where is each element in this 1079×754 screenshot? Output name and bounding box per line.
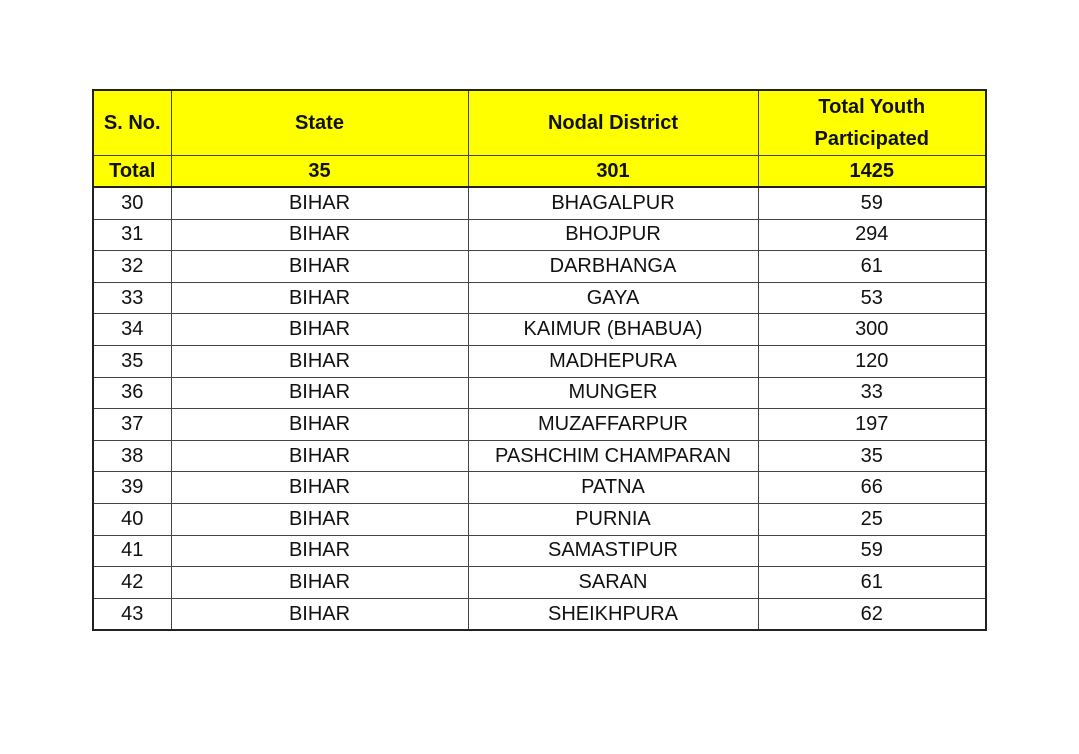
cell-youth: 53 — [758, 282, 986, 314]
table-body — [93, 156, 986, 631]
cell-youth: 294 — [758, 219, 986, 251]
table-row — [93, 219, 986, 251]
table-row — [93, 472, 986, 504]
cell-district: GAYA — [468, 282, 758, 314]
cell-state: BIHAR — [171, 409, 468, 441]
cell-district: BHAGALPUR — [468, 187, 758, 219]
table-row — [93, 567, 986, 599]
cell-sno: 32 — [93, 251, 171, 283]
cell-district: PURNIA — [468, 503, 758, 535]
cell-sno: 38 — [93, 440, 171, 472]
total-label: Total — [93, 156, 171, 188]
cell-state: BIHAR — [171, 187, 468, 219]
header-total-youth-line2: Participated — [814, 128, 929, 150]
cell-sno: 40 — [93, 503, 171, 535]
cell-sno: 41 — [93, 535, 171, 567]
cell-state: BIHAR — [171, 440, 468, 472]
cell-district: MADHEPURA — [468, 345, 758, 377]
cell-state: BIHAR — [171, 251, 468, 283]
cell-district: SARAN — [468, 567, 758, 599]
participation-table-container — [92, 89, 987, 631]
table-row — [93, 377, 986, 409]
total-district-count: 301 — [468, 156, 758, 188]
table-row — [93, 187, 986, 219]
table-row — [93, 503, 986, 535]
table-row — [93, 535, 986, 567]
total-state-count: 35 — [171, 156, 468, 188]
cell-district: DARBHANGA — [468, 251, 758, 283]
table-header — [93, 90, 986, 156]
header-total-youth-line1: Total Youth — [818, 96, 926, 118]
header-sno: S. No. — [93, 90, 171, 156]
cell-sno: 39 — [93, 472, 171, 504]
cell-sno: 42 — [93, 567, 171, 599]
table-row — [93, 282, 986, 314]
cell-youth: 33 — [758, 377, 986, 409]
cell-district: SAMASTIPUR — [468, 535, 758, 567]
table-row — [93, 251, 986, 283]
cell-district: MUNGER — [468, 377, 758, 409]
cell-state: BIHAR — [171, 377, 468, 409]
cell-youth: 62 — [758, 598, 986, 630]
cell-state: BIHAR — [171, 535, 468, 567]
header-total-youth — [758, 90, 986, 156]
cell-sno: 31 — [93, 219, 171, 251]
total-row — [93, 156, 986, 188]
cell-sno: 36 — [93, 377, 171, 409]
cell-youth: 197 — [758, 409, 986, 441]
cell-youth: 61 — [758, 567, 986, 599]
cell-sno: 37 — [93, 409, 171, 441]
table-row — [93, 314, 986, 346]
cell-district: PATNA — [468, 472, 758, 504]
header-district: Nodal District — [468, 90, 758, 156]
cell-youth: 59 — [758, 187, 986, 219]
table-row — [93, 440, 986, 472]
cell-state: BIHAR — [171, 472, 468, 504]
cell-state: BIHAR — [171, 282, 468, 314]
cell-youth: 25 — [758, 503, 986, 535]
cell-sno: 43 — [93, 598, 171, 630]
cell-district: BHOJPUR — [468, 219, 758, 251]
cell-state: BIHAR — [171, 567, 468, 599]
cell-sno: 34 — [93, 314, 171, 346]
table-row — [93, 598, 986, 630]
cell-youth: 300 — [758, 314, 986, 346]
total-youth-count: 1425 — [758, 156, 986, 188]
cell-youth: 59 — [758, 535, 986, 567]
cell-district: PASHCHIM CHAMPARAN — [468, 440, 758, 472]
cell-sno: 35 — [93, 345, 171, 377]
cell-district: SHEIKHPURA — [468, 598, 758, 630]
cell-state: BIHAR — [171, 345, 468, 377]
cell-district: KAIMUR (BHABUA) — [468, 314, 758, 346]
table-row — [93, 345, 986, 377]
cell-sno: 33 — [93, 282, 171, 314]
header-row — [93, 90, 986, 156]
cell-district: MUZAFFARPUR — [468, 409, 758, 441]
cell-sno: 30 — [93, 187, 171, 219]
cell-state: BIHAR — [171, 503, 468, 535]
participation-table — [92, 89, 987, 631]
cell-youth: 35 — [758, 440, 986, 472]
cell-state: BIHAR — [171, 219, 468, 251]
cell-state: BIHAR — [171, 314, 468, 346]
table-row — [93, 409, 986, 441]
header-state: State — [171, 90, 468, 156]
cell-state: BIHAR — [171, 598, 468, 630]
cell-youth: 66 — [758, 472, 986, 504]
cell-youth: 120 — [758, 345, 986, 377]
cell-youth: 61 — [758, 251, 986, 283]
